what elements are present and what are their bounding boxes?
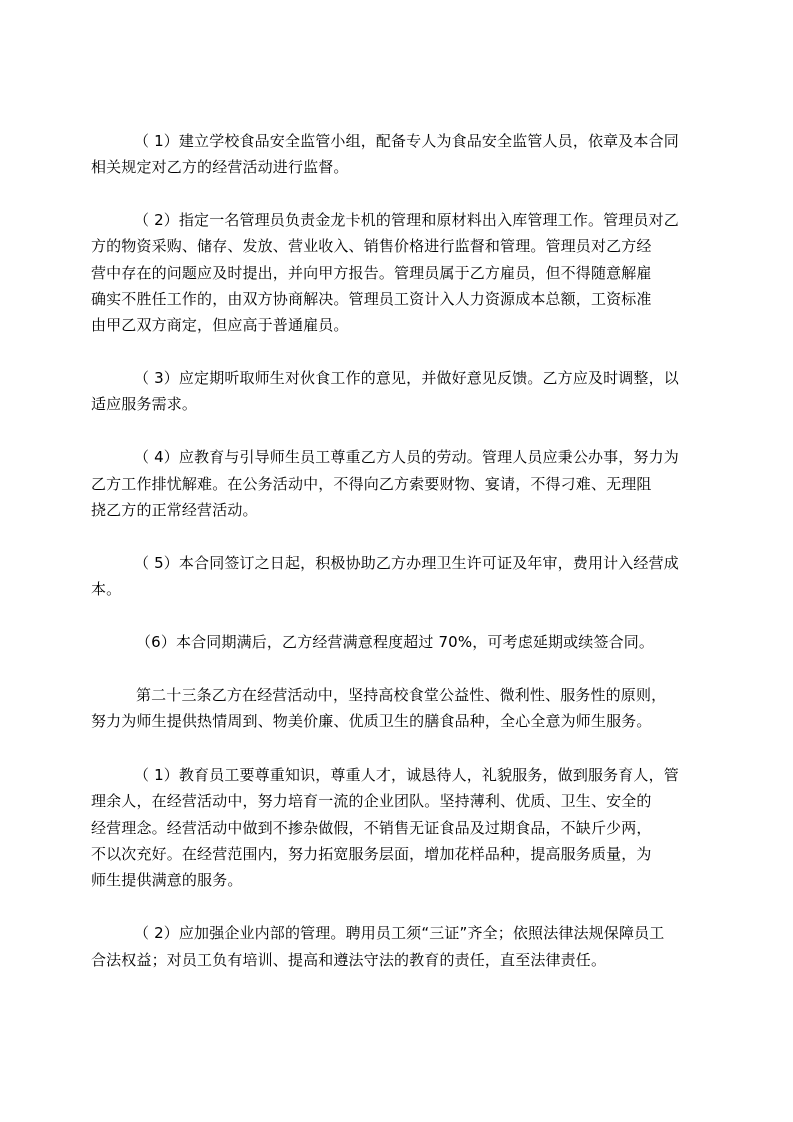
- text-line: （ 2）应加强企业内部的管理。聘用员工须“三证”齐全；依照法律法规保障员工: [134, 924, 665, 942]
- text-line: 相关规定对乙方的经营活动进行监督。: [91, 158, 349, 176]
- text-line: 努力为师生提供热情周到、物美价廉、优质卫生的膳食品种，全心全意为师生服务。: [91, 712, 652, 730]
- text-line: 经营理念。经营活动中做到不掺杂做假，不销售无证食品及过期食品，不缺斤少两，: [91, 819, 652, 837]
- text-line: 本。: [91, 580, 122, 598]
- text-line: 方的物资采购、储存、发放、营业收入、销售价格进行监督和管理。管理员对乙方经: [91, 237, 652, 255]
- text-line: 营中存在的问题应及时提出，并向甲方报告。管理员属于乙方雇员，但不得随意解雇: [91, 264, 652, 282]
- text-line: （ 3）应定期听取师生对伙食工作的意见，并做好意见反馈。乙方应及时调整，以: [134, 369, 679, 387]
- text-line: （ 4）应教育与引导师生员工尊重乙方人员的劳动。管理人员应秉公办事，努力为: [134, 448, 679, 466]
- text-line: （ 5）本合同签订之日起，积极协助乙方办理卫生许可证及年审，费用计入经营成: [134, 554, 679, 572]
- text-line: （6）本合同期满后，乙方经营满意程度超过 70%，可考虑延期或续签合同。: [136, 633, 655, 651]
- text-line: 适应服务需求。: [91, 395, 198, 413]
- text-line: 乙方工作排忧解难。在公务活动中，不得向乙方索要财物、宴请，不得刁难、无理阻: [91, 475, 652, 493]
- text-line: 挠乙方的正常经营活动。: [91, 501, 258, 519]
- text-line: 确实不胜任工作的，由双方协商解决。管理员工资计入人力资源成本总额，工资标准: [91, 290, 652, 308]
- text-line: 合法权益；对员工负有培训、提高和遵法守法的教育的责任，直至法律责任。: [91, 951, 607, 969]
- text-line: （ 1）建立学校食品安全监管小组，配备专人为食品安全监管人员，依章及本合同: [134, 132, 679, 150]
- text-line: 由甲乙双方商定，但应高于普通雇员。: [91, 316, 349, 334]
- text-line: 第二十三条乙方在经营活动中，坚持高校食堂公益性、微利性、服务性的原则，: [136, 686, 667, 704]
- text-line: 师生提供满意的服务。: [91, 871, 243, 889]
- text-line: 理余人，在经营活动中，努力培育一流的企业团队。坚持薄利、优质、卫生、安全的: [91, 792, 652, 810]
- text-line: 不以次充好。在经营范围内，努力拓宽服务层面，增加花样品种，提高服务质量，为: [91, 845, 652, 863]
- text-line: （ 1）教育员工要尊重知识，尊重人才，诚恳待人，礼貌服务，做到服务育人，管: [134, 766, 679, 784]
- text-line: （ 2）指定一名管理员负责金龙卡机的管理和原材料出入库管理工作。管理员对乙: [134, 211, 679, 229]
